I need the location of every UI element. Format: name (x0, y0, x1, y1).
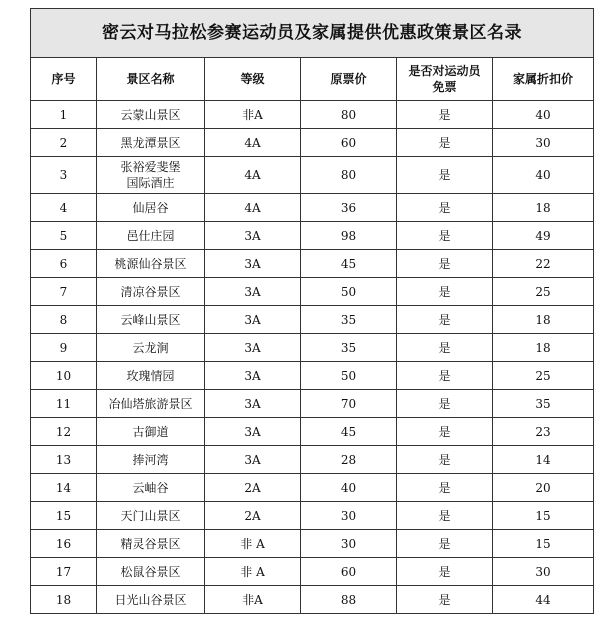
table-row (31, 502, 594, 530)
cell-grade: 2A (205, 502, 301, 530)
cell-index: 8 (31, 306, 97, 334)
cell-name: 玫瑰情园 (97, 362, 205, 390)
cell-free: 是 (397, 502, 493, 530)
table-row (31, 278, 594, 306)
cell-free: 是 (397, 129, 493, 157)
cell-price: 30 (301, 530, 397, 558)
cell-index: 4 (31, 194, 97, 222)
title-row (31, 9, 594, 58)
table-row (31, 446, 594, 474)
table-title: 密云对马拉松参赛运动员及家属提供优惠政策景区名录 (31, 9, 594, 58)
header-free (397, 58, 493, 101)
cell-price: 50 (301, 278, 397, 306)
table-row (31, 586, 594, 614)
cell-index: 16 (31, 530, 97, 558)
table-row (31, 194, 594, 222)
cell-name: 天门山景区 (97, 502, 205, 530)
cell-free: 是 (397, 390, 493, 418)
cell-index: 17 (31, 558, 97, 586)
cell-price: 80 (301, 101, 397, 129)
cell-discount: 30 (493, 558, 594, 586)
cell-name: 日光山谷景区 (97, 586, 205, 614)
cell-name: 冶仙塔旅游景区 (97, 390, 205, 418)
cell-grade: 4A (205, 129, 301, 157)
cell-grade: 2A (205, 474, 301, 502)
header-free-line2: 免票 (432, 80, 457, 94)
table-row (31, 362, 594, 390)
cell-name: 云岫谷 (97, 474, 205, 502)
cell-discount: 49 (493, 222, 594, 250)
cell-index: 6 (31, 250, 97, 278)
cell-free: 是 (397, 530, 493, 558)
cell-discount: 18 (493, 334, 594, 362)
cell-price: 45 (301, 418, 397, 446)
cell-free: 是 (397, 362, 493, 390)
cell-grade: 3A (205, 362, 301, 390)
cell-free: 是 (397, 101, 493, 129)
cell-grade: 非A (205, 586, 301, 614)
scenic-discount-table (30, 8, 594, 614)
cell-discount: 40 (493, 157, 594, 194)
cell-discount: 18 (493, 306, 594, 334)
cell-grade: 非 A (205, 558, 301, 586)
cell-free: 是 (397, 558, 493, 586)
cell-free: 是 (397, 222, 493, 250)
cell-name: 邑仕庄园 (97, 222, 205, 250)
cell-name: 清凉谷景区 (97, 278, 205, 306)
cell-discount: 20 (493, 474, 594, 502)
cell-grade: 4A (205, 157, 301, 194)
cell-name: 云峰山景区 (97, 306, 205, 334)
cell-index: 14 (31, 474, 97, 502)
cell-index: 2 (31, 129, 97, 157)
header-name: 景区名称 (97, 58, 205, 101)
table-row (31, 558, 594, 586)
header-free-line1: 是否对运动员 (408, 64, 481, 78)
cell-free: 是 (397, 334, 493, 362)
cell-discount: 40 (493, 101, 594, 129)
cell-grade: 3A (205, 418, 301, 446)
cell-price: 60 (301, 129, 397, 157)
header-grade: 等级 (205, 58, 301, 101)
cell-name: 捧河湾 (97, 446, 205, 474)
table-row (31, 334, 594, 362)
cell-index: 12 (31, 418, 97, 446)
cell-name: 精灵谷景区 (97, 530, 205, 558)
cell-discount: 25 (493, 278, 594, 306)
cell-price: 35 (301, 334, 397, 362)
header-index: 序号 (31, 58, 97, 101)
cell-price: 88 (301, 586, 397, 614)
cell-free: 是 (397, 194, 493, 222)
cell-free: 是 (397, 157, 493, 194)
cell-grade: 4A (205, 194, 301, 222)
cell-free: 是 (397, 418, 493, 446)
cell-discount: 18 (493, 194, 594, 222)
table-row (31, 474, 594, 502)
cell-price: 70 (301, 390, 397, 418)
cell-grade: 3A (205, 390, 301, 418)
cell-price: 28 (301, 446, 397, 474)
cell-index: 7 (31, 278, 97, 306)
header-price: 原票价 (301, 58, 397, 101)
cell-discount: 15 (493, 530, 594, 558)
cell-name: 云蒙山景区 (97, 101, 205, 129)
cell-price: 98 (301, 222, 397, 250)
cell-discount: 15 (493, 502, 594, 530)
cell-grade: 非 A (205, 530, 301, 558)
cell-discount: 30 (493, 129, 594, 157)
cell-name: 云龙涧 (97, 334, 205, 362)
cell-index: 13 (31, 446, 97, 474)
cell-name: 松鼠谷景区 (97, 558, 205, 586)
cell-free: 是 (397, 474, 493, 502)
cell-name: 仙居谷 (97, 194, 205, 222)
cell-price: 60 (301, 558, 397, 586)
table-row (31, 129, 594, 157)
cell-price: 50 (301, 362, 397, 390)
cell-discount: 23 (493, 418, 594, 446)
cell-discount: 44 (493, 586, 594, 614)
cell-index: 18 (31, 586, 97, 614)
cell-price: 35 (301, 306, 397, 334)
cell-price: 80 (301, 157, 397, 194)
table-row (31, 390, 594, 418)
cell-name: 黑龙潭景区 (97, 129, 205, 157)
table-row (31, 250, 594, 278)
cell-index: 11 (31, 390, 97, 418)
cell-price: 30 (301, 502, 397, 530)
cell-name-line1: 张裕爱斐堡 (120, 160, 181, 174)
cell-name: 古御道 (97, 418, 205, 446)
cell-grade: 3A (205, 250, 301, 278)
cell-index: 5 (31, 222, 97, 250)
cell-index: 1 (31, 101, 97, 129)
table-row (31, 306, 594, 334)
table-row (31, 530, 594, 558)
cell-grade: 3A (205, 306, 301, 334)
cell-grade: 3A (205, 222, 301, 250)
cell-price: 40 (301, 474, 397, 502)
cell-grade: 3A (205, 334, 301, 362)
cell-price: 36 (301, 194, 397, 222)
cell-discount: 14 (493, 446, 594, 474)
cell-index: 3 (31, 157, 97, 194)
cell-free: 是 (397, 250, 493, 278)
cell-name (97, 157, 205, 194)
table-row (31, 101, 594, 129)
table-row (31, 418, 594, 446)
cell-discount: 35 (493, 390, 594, 418)
cell-free: 是 (397, 586, 493, 614)
cell-free: 是 (397, 306, 493, 334)
header-row (31, 58, 594, 101)
cell-grade: 非A (205, 101, 301, 129)
header-discount: 家属折扣价 (493, 58, 594, 101)
table-row (31, 222, 594, 250)
cell-discount: 22 (493, 250, 594, 278)
cell-grade: 3A (205, 278, 301, 306)
cell-index: 10 (31, 362, 97, 390)
cell-grade: 3A (205, 446, 301, 474)
cell-free: 是 (397, 446, 493, 474)
cell-name-line2: 国际酒庄 (126, 176, 175, 190)
cell-name: 桃源仙谷景区 (97, 250, 205, 278)
cell-index: 15 (31, 502, 97, 530)
cell-index: 9 (31, 334, 97, 362)
cell-discount: 25 (493, 362, 594, 390)
table-row (31, 157, 594, 194)
cell-price: 45 (301, 250, 397, 278)
cell-free: 是 (397, 278, 493, 306)
